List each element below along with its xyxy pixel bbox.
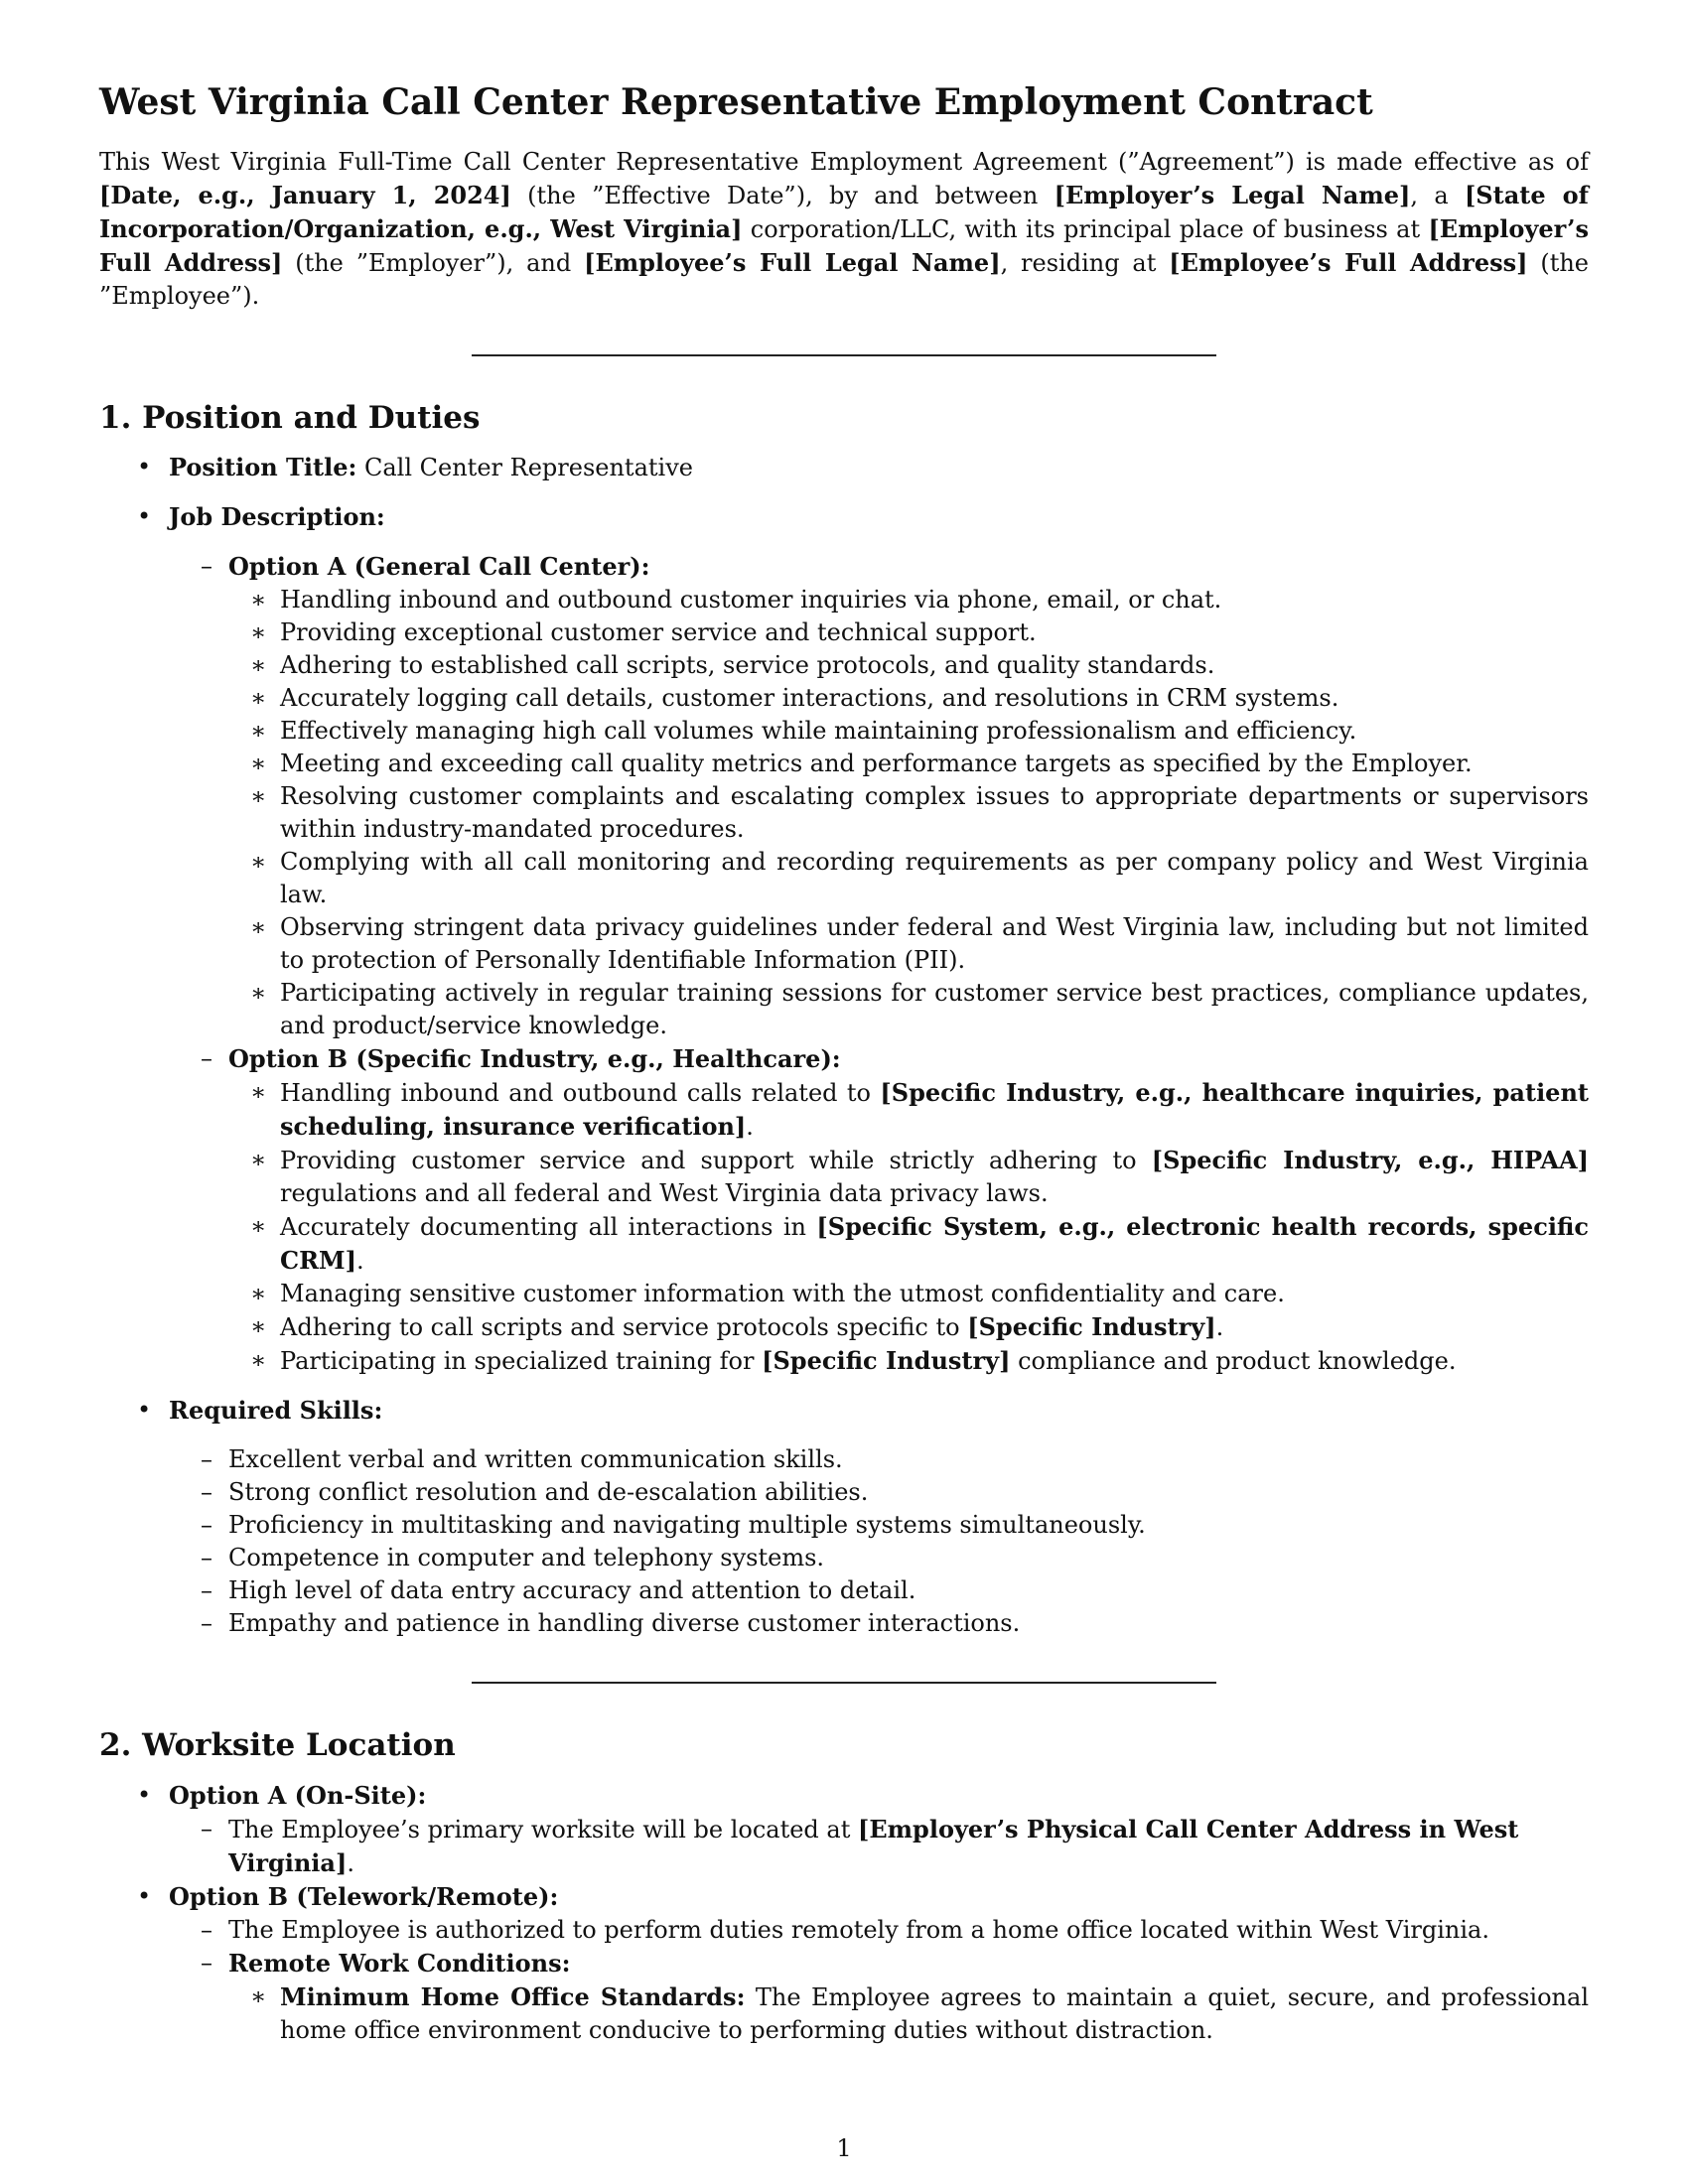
section-list <box>99 1779 1589 2047</box>
text-run: compliance and product knowledge. <box>1010 1347 1457 1376</box>
section-list <box>99 451 1589 1640</box>
text-run: Accurately logging call details, customer interactions, and resolutions in CRM systems. <box>280 684 1339 713</box>
sub-item: – Excellent verbal and written communication skills. <box>169 1443 1589 1476</box>
text-run: Observing stringent data privacy guidelines under federal and West Virginia law, including but not limited to protection of Personally Identifiable Information (PII). <box>280 913 1589 975</box>
text-run: regulations and all federal and West Virginia data privacy laws. <box>280 1179 1049 1208</box>
text-run: Effectively managing high call volumes while maintaining professionalism and efficiency. <box>280 717 1357 746</box>
sub-item <box>169 1042 1589 1378</box>
page-number: 1 <box>836 2134 852 2162</box>
item-text: Call Center Representative <box>356 454 693 482</box>
text-run: Resolving customer complaints and escalating complex issues to appropriate departments or supervisors within industry-mandated procedures. <box>280 782 1589 844</box>
text-run: Adhering to established call scripts, service protocols, and quality standards. <box>280 651 1215 680</box>
bold-run: [Date, e.g., January 1, 2024] <box>99 181 511 210</box>
text-run: . <box>355 1247 364 1276</box>
text-run: (the ”Employee”). <box>99 249 1590 311</box>
bold-run: Minimum Home Office Standards: <box>280 1981 746 2011</box>
item-label: Position Title: <box>169 453 357 482</box>
bold-run: [Employer’s Physical Call Center Address in West Virginia] <box>228 1814 1519 1877</box>
sections-container <box>99 354 1589 2046</box>
text-run: Providing exceptional customer service and technical support. <box>280 618 1037 647</box>
option-label: Remote Work Conditions: <box>228 1948 571 1978</box>
text-run: Participating in specialized training for <box>280 1347 763 1376</box>
item-label: Option A (On-Site): <box>169 1780 427 1810</box>
detail-item <box>228 584 1589 616</box>
sub-item: – High level of data entry accuracy and attention to detail. <box>169 1574 1589 1607</box>
bold-run: [Employer’s Full Address] <box>99 214 1590 278</box>
sub-list <box>169 1443 1589 1640</box>
list-item <box>99 1394 1589 1640</box>
section-divider <box>472 1682 1216 1684</box>
text-run: Complying with all call monitoring and recording requirements as per company policy and West Virginia law. <box>280 848 1589 909</box>
sub-item: – Proficiency in multitasking and navigating multiple systems simultaneously. <box>169 1509 1589 1542</box>
detail-item <box>228 1310 1589 1344</box>
text-run: , a <box>1410 182 1465 210</box>
text-run: The Employee’s primary worksite will be located at <box>228 1815 859 1843</box>
detail-item <box>228 977 1589 1042</box>
detail-item <box>228 1076 1589 1144</box>
list-item <box>99 451 1589 484</box>
detail-list <box>228 1980 1589 2047</box>
sub-item <box>169 550 1589 1042</box>
list-item <box>99 1880 1589 2047</box>
bold-run: [Specific Industry, e.g., HIPAA] <box>1151 1146 1589 1175</box>
text-run: Handling inbound and outbound calls related to <box>280 1079 881 1108</box>
text-run: Adhering to call scripts and service protocols specific to <box>280 1313 968 1342</box>
text-run: Participating actively in regular training sessions for customer service best practices, compliance updates, and product/service knowledge. <box>280 979 1589 1040</box>
bold-run: [Specific Industry] <box>967 1312 1216 1342</box>
section-heading: 2. Worksite Location <box>99 1727 456 1764</box>
text-run: (the ”Effective Date”), by and between <box>510 182 1055 210</box>
text-run: Meeting and exceeding call quality metrics and performance targets as specified by the Employer. <box>280 750 1473 778</box>
list-item <box>99 1779 1589 1880</box>
document-body <box>99 81 1589 2047</box>
sub-list <box>169 550 1589 1378</box>
item-label: Job Description: <box>169 502 385 532</box>
text-run: The Employee agrees to maintain a quiet, secure, and professional home office environment conducive to performing duties without distraction. <box>280 1982 1589 2044</box>
bold-run: [Employee’s Full Address] <box>1169 248 1528 278</box>
text-run: Providing customer service and support while strictly adhering to <box>280 1147 1152 1175</box>
bold-run: [Specific Industry, e.g., healthcare inquiries, patient scheduling, insurance verification] <box>280 1078 1589 1142</box>
detail-item <box>228 649 1589 682</box>
text-run: This West Virginia Full-Time Call Center Representative Employment Agreement (”Agreement”) is made effective as of <box>99 148 1589 177</box>
intro-paragraph <box>99 146 1589 313</box>
bold-run: [Specific Industry] <box>762 1346 1011 1376</box>
bold-run: [State of Incorporation/Organization, e.g., West Virginia] <box>99 181 1590 244</box>
detail-list <box>228 584 1589 1042</box>
sub-list <box>169 1813 1589 1880</box>
sub-list <box>169 1914 1589 2047</box>
bold-run: [Employer’s Legal Name] <box>1054 181 1411 210</box>
detail-item <box>228 780 1589 846</box>
text-run: . <box>1215 1313 1224 1342</box>
detail-item <box>228 846 1589 911</box>
text-run: Accurately documenting all interactions in <box>280 1213 817 1242</box>
sub-item <box>169 1914 1589 1947</box>
sub-item <box>169 1813 1589 1880</box>
detail-item <box>228 682 1589 715</box>
detail-item <box>228 1278 1589 1310</box>
sub-item: – Empathy and patience in handling diverse customer interactions. <box>169 1607 1589 1640</box>
detail-item <box>228 911 1589 977</box>
section-divider <box>472 354 1216 356</box>
bold-run: [Employee’s Full Legal Name] <box>584 248 1001 278</box>
text-run: (the ”Employer”), and <box>282 249 585 278</box>
detail-list <box>228 1076 1589 1378</box>
text-run: Managing sensitive customer information with the utmost confidentiality and care. <box>280 1280 1285 1308</box>
text-run: , residing at <box>1000 249 1170 278</box>
text-run: . <box>746 1113 754 1142</box>
detail-item <box>228 1344 1589 1378</box>
sub-item: – Competence in computer and telephony systems. <box>169 1542 1589 1574</box>
option-label: Option B (Specific Industry, e.g., Healthcare): <box>228 1044 841 1074</box>
section-heading: 1. Position and Duties <box>99 400 481 437</box>
text-run: Handling inbound and outbound customer inquiries via phone, email, or chat. <box>280 586 1222 614</box>
item-label: Required Skills: <box>169 1396 383 1426</box>
bold-run: [Specific System, e.g., electronic health records, specific CRM] <box>280 1212 1589 1276</box>
sub-item <box>169 1947 1589 2047</box>
sub-item: – Strong conflict resolution and de-escalation abilities. <box>169 1476 1589 1509</box>
list-item <box>99 500 1589 1378</box>
text-run: corporation/LLC, with its principal place of business at <box>742 215 1429 244</box>
document-title: West Virginia Call Center Representative Employment Contract <box>99 81 1373 123</box>
detail-item <box>228 1980 1589 2047</box>
text-run: . <box>347 1848 354 1877</box>
detail-item <box>228 1210 1589 1278</box>
detail-item <box>228 715 1589 748</box>
detail-item <box>228 1144 1589 1210</box>
detail-item <box>228 616 1589 649</box>
detail-item <box>228 748 1589 780</box>
text-run: The Employee is authorized to perform duties remotely from a home office located within West Virginia. <box>228 1915 1489 1944</box>
option-label: Option A (General Call Center): <box>228 552 650 582</box>
item-label: Option B (Telework/Remote): <box>169 1881 559 1911</box>
